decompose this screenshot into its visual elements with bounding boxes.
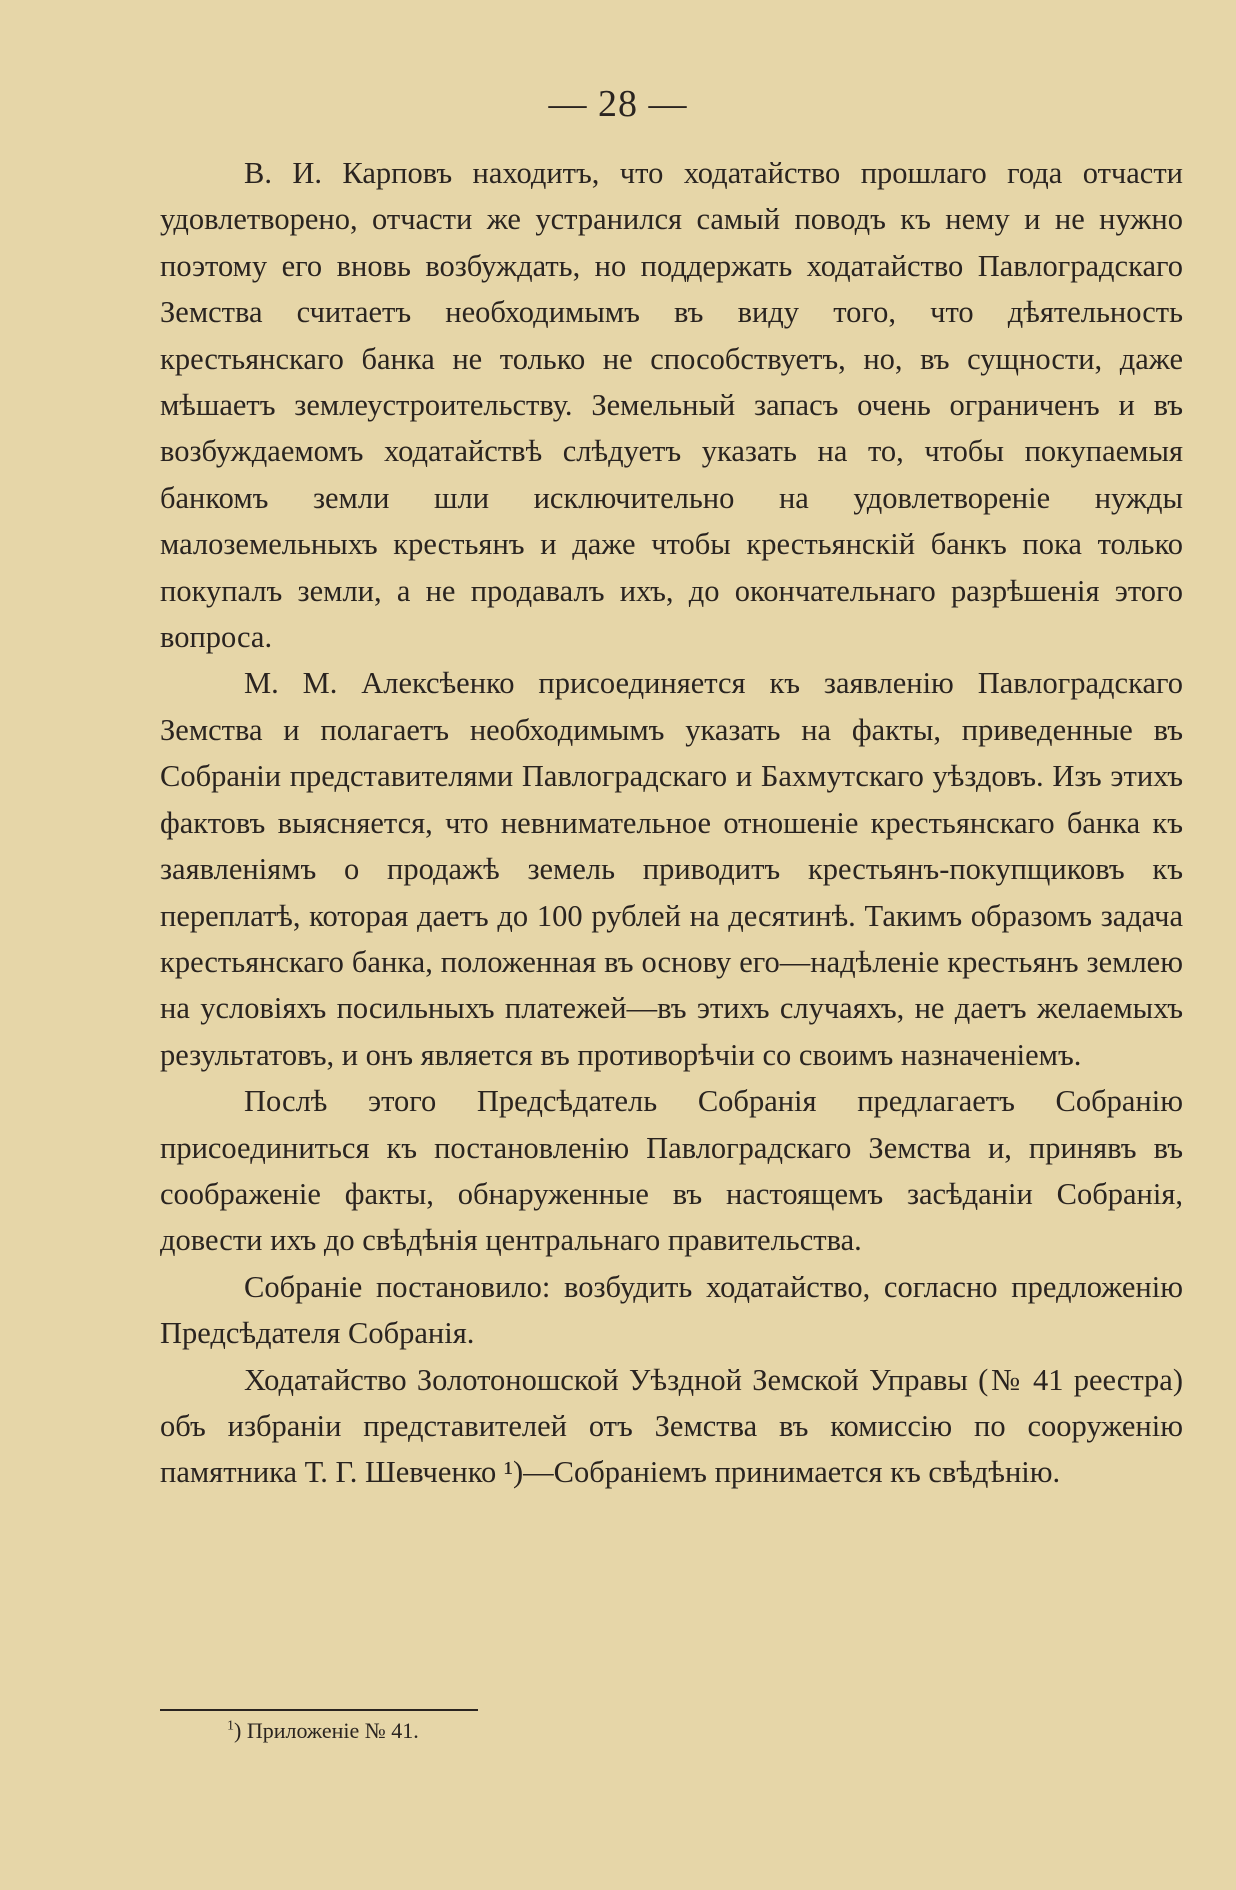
page-number: — 28 — (548, 83, 688, 125)
paragraph-chairman-proposal: Послѣ этого Предсѣдатель Собранія предлагаетъ Собранію присоединиться къ постановленію Павлоградскаго Земства и, принявъ въ соображеніе факты, обнаруженные въ настоящемъ засѣданіи Собранія, довести ихъ до свѣдѣнія центральнаго правительства. (160, 1084, 1183, 1258)
footnote-divider (160, 1709, 478, 1711)
body-text (160, 150, 1183, 1496)
paragraph-karpov: В. И. Карповъ находитъ, что ходатайство прошлаго года отчасти удовлетворено, отчасти же устранился самый поводъ къ нему и не нужно поэтому его вновь возбуждать, но поддержать ходатайство Павлоградскаго Земства считаетъ необходимымъ въ виду того, что дѣятельность крестьянскаго банка не только не способствуетъ, но, въ сущности, даже мѣшаетъ землеустроительству. Земельный запасъ очень ограниченъ и въ возбуждаемомъ ходатайствѣ слѣдуетъ указать на то, чтобы покупаемыя банкомъ земли шли исключительно на удовлетвореніе нужды малоземельныхъ крестьянъ и даже чтобы крестьянскій банкъ пока только покупалъ земли, а не продавалъ ихъ, до окончательнаго разрѣшенія этого вопроса. (160, 156, 1183, 655)
paragraph-zolotonosha-petition: Ходатайство Золотоношской Уѣздной Земской Управы (№ 41 реестра) объ избраніи представителей отъ Земства въ комиссію по сооруженію памятника Т. Г. Шевченко ¹)—Собраніемъ принимается къ свѣдѣнію. (160, 1362, 1183, 1490)
footnote (227, 1718, 419, 1744)
footnote-marker: 1 (227, 1718, 234, 1734)
paragraph-alekseenko: М. М. Алексѣенко присоединяется къ заявленію Павлоградскаго Земства и полагаетъ необходимымъ указать на факты, приведенные въ Собраніи представителями Павлоградскаго и Бахмутскаго уѣздовъ. Изъ этихъ фактовъ выясняется, что невнимательное отношеніе крестьянскаго банка къ заявленіямъ о продажѣ земель приводитъ крестьянъ-покупщиковъ къ переплатѣ, которая даетъ до 100 рублей на десятинѣ. Такимъ образомъ задача крестьянскаго банка, положенная въ основу его—надѣленіе крестьянъ землею на условіяхъ посильныхъ платежей—въ этихъ случаяхъ, не даетъ желаемыхъ результатовъ, и онъ является въ противорѣчіи со своимъ назначеніемъ. (160, 666, 1183, 1072)
footnote-text: ) Приложеніе № 41. (234, 1718, 419, 1743)
paragraph-resolution: Собраніе постановило: возбудить ходатайство, согласно предложенію Предсѣдателя Собранія. (160, 1269, 1183, 1351)
